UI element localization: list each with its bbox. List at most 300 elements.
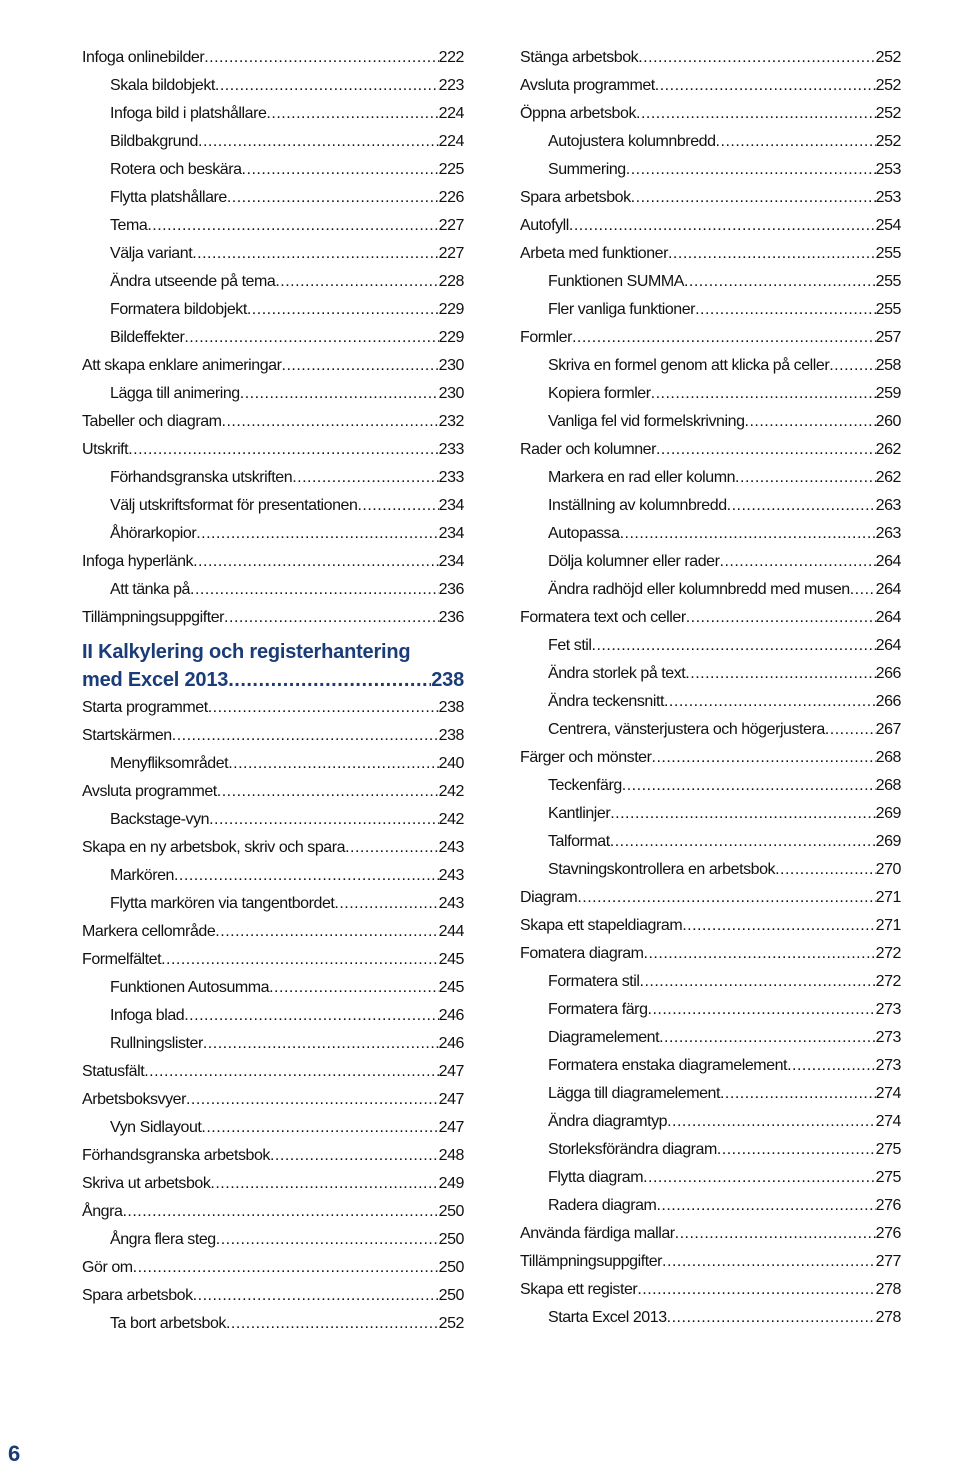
leader-dots bbox=[652, 744, 876, 772]
toc-entry-page: 228 bbox=[438, 273, 464, 290]
toc-entry-page: 236 bbox=[438, 609, 464, 626]
toc-entry-label: Spara arbetsbok bbox=[82, 1287, 193, 1304]
toc-entry-label: Arbeta med funktioner bbox=[520, 245, 668, 262]
toc-entry-page: 238 bbox=[438, 727, 464, 744]
toc-entry-label: Starta programmet bbox=[82, 699, 208, 716]
toc-subentry bbox=[82, 156, 464, 184]
toc-entry-label: Summering bbox=[548, 161, 626, 178]
toc-entry-label: Ändra radhöjd eller kolumnbredd med musen bbox=[548, 581, 850, 598]
toc-subentry bbox=[520, 772, 901, 800]
leader-dots bbox=[186, 1086, 439, 1114]
toc-subentry bbox=[82, 1226, 464, 1254]
toc-entry-page: 253 bbox=[875, 189, 901, 206]
toc-subentry bbox=[520, 1024, 901, 1052]
toc-subentry bbox=[520, 380, 901, 408]
toc-entry-label: Diagram bbox=[520, 889, 578, 906]
toc-entry-label: Tabeller och diagram bbox=[82, 413, 222, 430]
toc-entry bbox=[520, 212, 901, 240]
toc-entry-label: Utskrift bbox=[82, 441, 129, 458]
toc-entry-label: Stänga arbetsbok bbox=[520, 49, 639, 66]
toc-entry bbox=[520, 72, 901, 100]
toc-entry-label: Infoga blad bbox=[110, 1007, 185, 1024]
toc-subentry bbox=[82, 806, 464, 834]
toc-entry-label: Inställning av kolumnbredd bbox=[548, 497, 727, 514]
toc-entry bbox=[82, 44, 464, 72]
toc-entry bbox=[520, 184, 901, 212]
toc-entry-page: 274 bbox=[875, 1113, 901, 1130]
toc-entry-label: Rullningslister bbox=[110, 1035, 203, 1052]
leader-dots bbox=[228, 750, 438, 778]
toc-entry-label: Fet stil bbox=[548, 637, 592, 654]
toc-entry-label: Färger och mönster bbox=[520, 749, 652, 766]
leader-dots bbox=[825, 716, 876, 744]
toc-entry-page: 258 bbox=[875, 357, 901, 374]
toc-subentry bbox=[82, 1114, 464, 1142]
toc-entry-label: Flytta markören via tangentbordet bbox=[110, 895, 335, 912]
toc-subentry bbox=[520, 352, 901, 380]
toc-entry-page: 266 bbox=[875, 693, 901, 710]
toc-entry bbox=[520, 604, 901, 632]
toc-entry-page: 234 bbox=[438, 497, 464, 514]
toc-left-column bbox=[82, 44, 464, 1338]
toc-entry-page: 245 bbox=[438, 951, 464, 968]
toc-subentry bbox=[82, 1310, 464, 1338]
leader-dots bbox=[620, 520, 876, 548]
toc-entry-page: 252 bbox=[438, 1315, 464, 1332]
toc-entry-label: Gör om bbox=[82, 1259, 133, 1276]
toc-entry-label: Skapa en ny arbetsbok, skriv och spara bbox=[82, 839, 346, 856]
toc-entry bbox=[520, 912, 901, 940]
toc-entry-label: Fler vanliga funktioner bbox=[548, 301, 696, 318]
toc-entry-page: 273 bbox=[875, 1029, 901, 1046]
toc-entry-label: Kopiera formler bbox=[548, 385, 651, 402]
toc-subentry bbox=[520, 1304, 901, 1332]
toc-subentry bbox=[82, 750, 464, 778]
toc-entry-page: 262 bbox=[875, 469, 901, 486]
toc-entry-page: 230 bbox=[438, 385, 464, 402]
leader-dots bbox=[174, 862, 439, 890]
leader-dots bbox=[215, 918, 438, 946]
leader-dots bbox=[193, 1282, 439, 1310]
toc-entry bbox=[520, 324, 901, 352]
toc-entry-page: 249 bbox=[438, 1175, 464, 1192]
toc-subentry bbox=[82, 492, 464, 520]
toc-subentry bbox=[520, 968, 901, 996]
toc-subentry bbox=[520, 1192, 901, 1220]
toc-entry-page: 278 bbox=[875, 1309, 901, 1326]
toc-entry-label: Lägga till diagramelement bbox=[548, 1085, 720, 1102]
toc-entry-label: Centrera, vänsterjustera och högerjustera bbox=[548, 721, 825, 738]
toc-entry-label: Lägga till animering bbox=[110, 385, 240, 402]
toc-entry bbox=[82, 1170, 464, 1198]
toc-entry-label: Ändra diagramtyp bbox=[548, 1113, 668, 1130]
toc-entry-page: 268 bbox=[875, 749, 901, 766]
toc-subentry bbox=[520, 268, 901, 296]
leader-dots bbox=[282, 352, 439, 380]
leader-dots bbox=[636, 100, 876, 128]
toc-entry bbox=[82, 1254, 464, 1282]
toc-entry-label: Välja variant bbox=[110, 245, 193, 262]
leader-dots bbox=[172, 722, 439, 750]
page-number: 6 bbox=[8, 1441, 21, 1466]
toc-subentry bbox=[520, 548, 901, 576]
leader-dots bbox=[735, 464, 876, 492]
leader-dots bbox=[144, 1058, 438, 1086]
leader-dots bbox=[727, 492, 876, 520]
leader-dots bbox=[745, 408, 876, 436]
toc-entry-label: Markera cellområde bbox=[82, 923, 216, 940]
leader-dots bbox=[637, 1276, 875, 1304]
toc-entry-label: Fomatera diagram bbox=[520, 945, 644, 962]
toc-entry-page: 272 bbox=[875, 945, 901, 962]
leader-dots bbox=[226, 1310, 439, 1338]
toc-subentry bbox=[520, 296, 901, 324]
toc-entry-page: 227 bbox=[438, 245, 464, 262]
toc-subentry bbox=[520, 1108, 901, 1136]
toc-entry-label: Teckenfärg bbox=[548, 777, 622, 794]
leader-dots bbox=[684, 268, 876, 296]
leader-dots bbox=[210, 1170, 438, 1198]
toc-subentry bbox=[520, 576, 901, 604]
toc-subentry bbox=[520, 520, 901, 548]
leader-dots bbox=[664, 688, 876, 716]
toc-entry-page: 226 bbox=[438, 189, 464, 206]
toc-entry-label: Markören bbox=[110, 867, 174, 884]
leader-dots bbox=[269, 974, 439, 1002]
leader-dots bbox=[640, 968, 876, 996]
leader-dots bbox=[610, 800, 875, 828]
leader-dots bbox=[682, 912, 875, 940]
toc-entry-page: 246 bbox=[438, 1007, 464, 1024]
toc-entry-page: 234 bbox=[438, 553, 464, 570]
toc-entry-page: 225 bbox=[438, 161, 464, 178]
toc-entry-page: 247 bbox=[438, 1063, 464, 1080]
leader-dots bbox=[662, 1248, 876, 1276]
toc-entry-label: Skala bildobjekt bbox=[110, 77, 215, 94]
toc-entry-page: 272 bbox=[875, 973, 901, 990]
toc-entry-label: Öppna arbetsbok bbox=[520, 105, 637, 122]
toc-entry-label: Formatera bildobjekt bbox=[110, 301, 247, 318]
leader-dots bbox=[334, 890, 438, 918]
leader-dots bbox=[577, 884, 875, 912]
toc-entry bbox=[82, 1142, 464, 1170]
leader-dots bbox=[198, 128, 439, 156]
toc-entry-label: Funktionen SUMMA bbox=[548, 273, 684, 290]
toc-subentry bbox=[520, 408, 901, 436]
toc-left-entries-before bbox=[82, 44, 464, 632]
toc-entry-page: 263 bbox=[875, 525, 901, 542]
toc-entry-page: 271 bbox=[875, 917, 901, 934]
toc-entry-label: Att skapa enklare animeringar bbox=[82, 357, 282, 374]
toc-entry-label: Använda färdiga mallar bbox=[520, 1225, 675, 1242]
leader-dots bbox=[203, 1030, 439, 1058]
leader-dots bbox=[128, 436, 438, 464]
toc-entry-label: Autofyll bbox=[520, 217, 569, 234]
toc-entry-page: 252 bbox=[875, 49, 901, 66]
toc-entry-label: Rader och kolumner bbox=[520, 441, 656, 458]
toc-entry-page: 257 bbox=[875, 329, 901, 346]
leader-dots bbox=[829, 352, 875, 380]
leader-dots bbox=[668, 240, 876, 268]
toc-entry-label: Menyfliksområdet bbox=[110, 755, 229, 772]
toc-entry-page: 224 bbox=[438, 133, 464, 150]
toc-entry-page: 246 bbox=[438, 1035, 464, 1052]
toc-subentry bbox=[82, 862, 464, 890]
toc-entry bbox=[82, 778, 464, 806]
toc-entry-page: 233 bbox=[438, 441, 464, 458]
toc-entry-page: 230 bbox=[438, 357, 464, 374]
toc-entry-page: 234 bbox=[438, 525, 464, 542]
toc-entry-page: 254 bbox=[875, 217, 901, 234]
leader-dots bbox=[357, 492, 438, 520]
leader-dots bbox=[216, 1226, 439, 1254]
leader-dots bbox=[644, 940, 876, 968]
toc-subentry bbox=[520, 716, 901, 744]
toc-entry-page: 244 bbox=[438, 923, 464, 940]
leader-dots bbox=[270, 1142, 439, 1170]
toc-subentry bbox=[520, 688, 901, 716]
toc-subentry bbox=[520, 660, 901, 688]
leader-dots bbox=[242, 156, 439, 184]
toc-entry-page: 255 bbox=[875, 301, 901, 318]
toc-entry-label: Vanliga fel vid formelskrivning bbox=[548, 413, 745, 430]
toc-entry-page: 276 bbox=[875, 1197, 901, 1214]
toc-entry-page: 250 bbox=[438, 1287, 464, 1304]
toc-entry-label: Skapa ett stapeldiagram bbox=[520, 917, 683, 934]
toc-entry bbox=[520, 1248, 901, 1276]
toc-entry-label: Funktionen Autosumma bbox=[110, 979, 270, 996]
leader-dots bbox=[569, 212, 876, 240]
toc-entry-page: 276 bbox=[875, 1225, 901, 1242]
toc-entry bbox=[520, 240, 901, 268]
toc-entry-page: 259 bbox=[875, 385, 901, 402]
toc-entry-page: 268 bbox=[875, 777, 901, 794]
toc-entry bbox=[520, 884, 901, 912]
leader-dots bbox=[184, 324, 438, 352]
toc-entry-label: Formatera färg bbox=[548, 1001, 648, 1018]
toc-entry-page: 247 bbox=[438, 1119, 464, 1136]
toc-entry-label: Infoga bild i platshållare bbox=[110, 105, 267, 122]
toc-left-entries-after bbox=[82, 694, 464, 1338]
leader-dots bbox=[675, 1220, 876, 1248]
section-heading-line2 bbox=[82, 666, 464, 694]
toc-entry-page: 250 bbox=[438, 1203, 464, 1220]
leader-dots bbox=[626, 156, 876, 184]
toc-entry-page: 264 bbox=[875, 581, 901, 598]
toc-entry-label: Arbetsboksvyer bbox=[82, 1091, 186, 1108]
leader-dots bbox=[572, 324, 876, 352]
leader-dots bbox=[228, 666, 431, 694]
toc-entry-label: Ändra storlek på text bbox=[548, 665, 686, 682]
toc-subentry bbox=[520, 1136, 901, 1164]
toc-entry-page: 262 bbox=[875, 441, 901, 458]
toc-entry-label: Autojustera kolumnbredd bbox=[548, 133, 716, 150]
toc-entry-page: 238 bbox=[438, 699, 464, 716]
leader-dots bbox=[193, 548, 439, 576]
leader-dots bbox=[850, 576, 876, 604]
leader-dots bbox=[161, 946, 439, 974]
toc-entry-page: 242 bbox=[438, 783, 464, 800]
toc-entry-page: 260 bbox=[875, 413, 901, 430]
toc-entry bbox=[520, 44, 901, 72]
section-heading bbox=[82, 638, 464, 694]
toc-entry-page: 232 bbox=[438, 413, 464, 430]
toc-entry-label: Flytta diagram bbox=[548, 1169, 644, 1186]
toc-entry bbox=[520, 1276, 901, 1304]
toc-entry-page: 274 bbox=[875, 1085, 901, 1102]
toc-subentry bbox=[82, 324, 464, 352]
toc-entry bbox=[520, 1220, 901, 1248]
toc-entry-label: Skriva en formel genom att klicka på celler bbox=[548, 357, 830, 374]
toc-subentry bbox=[520, 128, 901, 156]
toc-entry-label: Talformat bbox=[548, 833, 610, 850]
leader-dots bbox=[184, 1002, 438, 1030]
toc-entry-label: Åhörarkopior bbox=[110, 525, 197, 542]
leader-dots bbox=[643, 1164, 876, 1192]
leader-dots bbox=[720, 548, 876, 576]
toc-subentry bbox=[520, 492, 901, 520]
toc-entry-label: Autopassa bbox=[548, 525, 620, 542]
leader-dots bbox=[217, 778, 439, 806]
toc-entry bbox=[520, 940, 901, 968]
toc-entry-page: 227 bbox=[438, 217, 464, 234]
toc-entry bbox=[82, 694, 464, 722]
toc-entry-label: Infoga hyperlänk bbox=[82, 553, 194, 570]
toc-entry-page: 255 bbox=[875, 245, 901, 262]
toc-entry-page: 243 bbox=[438, 839, 464, 856]
leader-dots bbox=[592, 632, 876, 660]
toc-entry bbox=[82, 604, 464, 632]
toc-subentry bbox=[82, 100, 464, 128]
section-heading-page: 238 bbox=[431, 669, 464, 691]
toc-entry-label: Bildbakgrund bbox=[110, 133, 198, 150]
toc-right-entries bbox=[520, 44, 901, 1332]
toc-entry bbox=[82, 436, 464, 464]
toc-subentry bbox=[82, 1002, 464, 1030]
toc-entry-page: 252 bbox=[875, 77, 901, 94]
toc-entry-label: Spara arbetsbok bbox=[520, 189, 631, 206]
toc-subentry bbox=[82, 268, 464, 296]
toc-entry-page: 271 bbox=[875, 889, 901, 906]
leader-dots bbox=[659, 1024, 876, 1052]
toc-entry-label: Statusfält bbox=[82, 1063, 145, 1080]
toc-subentry bbox=[82, 184, 464, 212]
toc-subentry bbox=[520, 464, 901, 492]
leader-dots bbox=[204, 44, 438, 72]
toc-subentry bbox=[520, 800, 901, 828]
toc-entry-label: Infoga onlinebilder bbox=[82, 49, 205, 66]
toc-entry-page: 267 bbox=[875, 721, 901, 738]
toc-entry-label: Skriva ut arbetsbok bbox=[82, 1175, 211, 1192]
toc-entry-page: 270 bbox=[875, 861, 901, 878]
toc-entry bbox=[82, 408, 464, 436]
toc-entry-label: Vyn Sidlayout bbox=[110, 1119, 202, 1136]
toc-entry bbox=[82, 1086, 464, 1114]
toc-entry bbox=[520, 744, 901, 772]
toc-entry-label: Ändra teckensnitt bbox=[548, 693, 664, 710]
leader-dots bbox=[215, 72, 439, 100]
toc-entry bbox=[82, 918, 464, 946]
leader-dots bbox=[240, 380, 439, 408]
toc-entry-label: Skapa ett register bbox=[520, 1281, 638, 1298]
leader-dots bbox=[656, 1192, 875, 1220]
toc-subentry bbox=[82, 296, 464, 324]
leader-dots bbox=[266, 100, 438, 128]
toc-entry-page: 242 bbox=[438, 811, 464, 828]
toc-entry-label: Avsluta programmet bbox=[82, 783, 217, 800]
toc-entry-label: Rotera och beskära bbox=[110, 161, 242, 178]
toc-entry bbox=[82, 1058, 464, 1086]
toc-entry-page: 224 bbox=[438, 105, 464, 122]
leader-dots bbox=[638, 44, 875, 72]
toc-entry bbox=[520, 436, 901, 464]
toc-entry-page: 269 bbox=[875, 805, 901, 822]
toc-subentry bbox=[82, 464, 464, 492]
leader-dots bbox=[716, 128, 876, 156]
toc-entry-label: Att tänka på bbox=[110, 581, 190, 598]
leader-dots bbox=[648, 996, 876, 1024]
leader-dots bbox=[717, 1136, 876, 1164]
toc-entry-page: 264 bbox=[875, 609, 901, 626]
toc-subentry bbox=[82, 240, 464, 268]
toc-subentry bbox=[520, 856, 901, 884]
toc-subentry bbox=[520, 828, 901, 856]
toc-subentry bbox=[520, 1052, 901, 1080]
toc-subentry bbox=[520, 1164, 901, 1192]
toc-entry-label: Backstage-vyn bbox=[110, 811, 210, 828]
toc-entry-label: Förhandsgranska utskriften bbox=[110, 469, 293, 486]
toc-entry-page: 253 bbox=[875, 161, 901, 178]
leader-dots bbox=[122, 1198, 438, 1226]
toc-entry-label: Välj utskriftsformat för presentationen bbox=[110, 497, 358, 514]
toc-subentry bbox=[82, 576, 464, 604]
toc-entry bbox=[82, 548, 464, 576]
toc-entry-page: 236 bbox=[438, 581, 464, 598]
toc-entry-label: Tillämpningsuppgifter bbox=[82, 609, 225, 626]
toc-right-column bbox=[520, 44, 901, 1332]
leader-dots bbox=[275, 268, 438, 296]
toc-entry-label: Diagramelement bbox=[548, 1029, 660, 1046]
leader-dots bbox=[201, 1114, 438, 1142]
leader-dots bbox=[667, 1108, 876, 1136]
leader-dots bbox=[192, 240, 438, 268]
leader-dots bbox=[247, 296, 439, 324]
toc-entry-page: 269 bbox=[875, 833, 901, 850]
toc-entry-label: Ta bort arbetsbok bbox=[110, 1315, 226, 1332]
toc-entry-label: Formatera text och celler bbox=[520, 609, 686, 626]
leader-dots bbox=[622, 772, 876, 800]
toc-entry-page: 263 bbox=[875, 497, 901, 514]
toc-subentry bbox=[82, 890, 464, 918]
toc-entry-label: Förhandsgranska arbetsbok bbox=[82, 1147, 270, 1164]
toc-entry-label: Formler bbox=[520, 329, 572, 346]
leader-dots bbox=[345, 834, 439, 862]
toc-entry-page: 243 bbox=[438, 895, 464, 912]
toc-entry-page: 275 bbox=[875, 1169, 901, 1186]
toc-entry-page: 245 bbox=[438, 979, 464, 996]
toc-entry-label: Flytta platshållare bbox=[110, 189, 227, 206]
toc-entry-page: 273 bbox=[875, 1057, 901, 1074]
leader-dots bbox=[610, 828, 876, 856]
toc-subentry bbox=[82, 380, 464, 408]
toc-entry-page: 275 bbox=[875, 1141, 901, 1158]
toc-entry bbox=[520, 100, 901, 128]
toc-entry-page: 255 bbox=[875, 273, 901, 290]
leader-dots bbox=[222, 408, 439, 436]
leader-dots bbox=[655, 72, 876, 100]
toc-entry-page: 222 bbox=[438, 49, 464, 66]
toc-entry-page: 264 bbox=[875, 637, 901, 654]
